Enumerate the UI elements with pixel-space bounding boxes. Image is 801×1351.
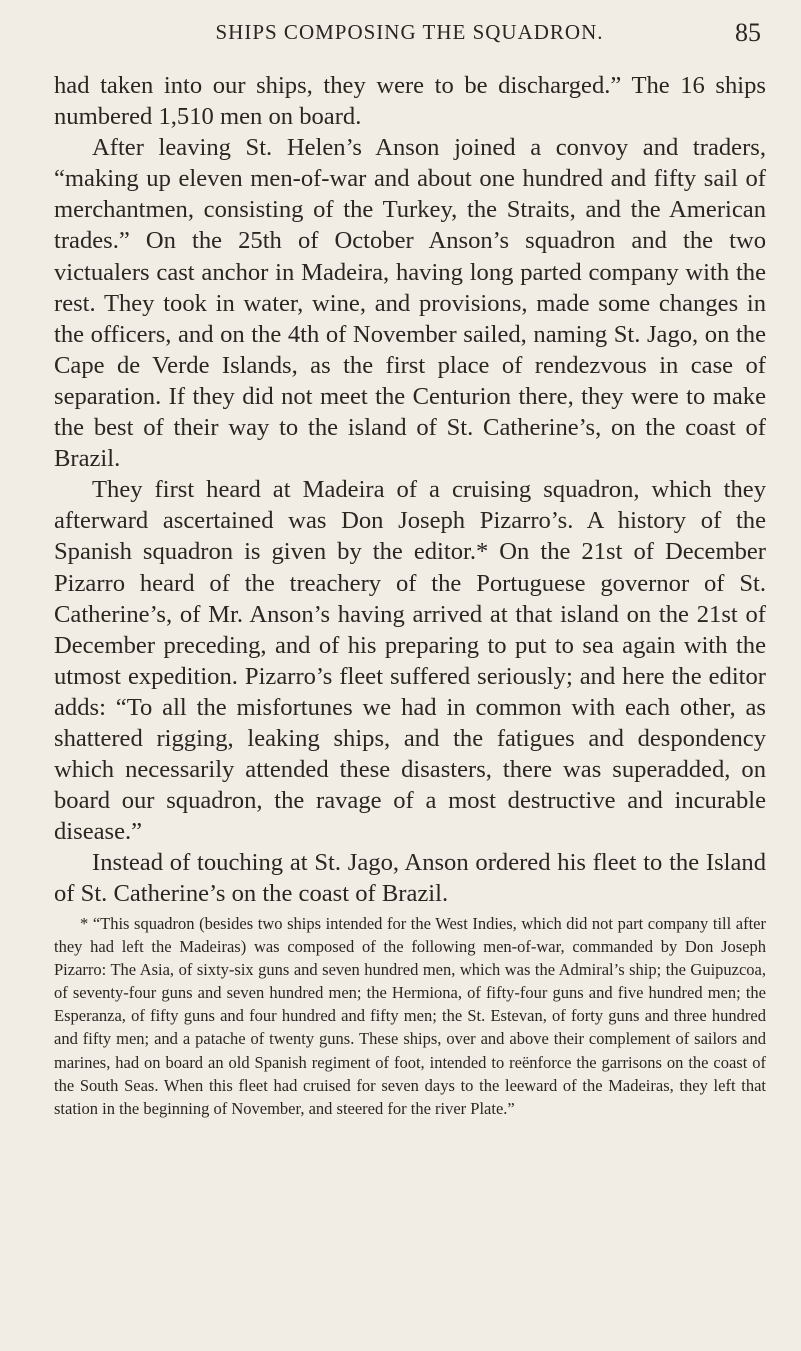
running-head xyxy=(54,18,765,48)
running-title: SHIPS COMPOSING THE SQUADRON. xyxy=(215,20,604,44)
paragraph-st-catherines: Instead of touching at St. Jago, Anson ordered his fleet to the Island of St. Catherine’s on the coast of Brazil. xyxy=(54,849,766,908)
page-number: 85 xyxy=(735,18,761,47)
paragraph-continuation: had taken into our ships, they were to be discharged.” The 16 ships numbered 1,510 men on board. xyxy=(54,72,766,131)
body-text xyxy=(54,70,766,910)
paragraph-anson-convoy: After leaving St. Helen’s Anson joined a convoy and traders, “making up eleven men-of-war and about one hundred and fifty sail of merchantmen, consisting of the Turkey, the Straits, and the American trades.” On the 25th of October Anson’s squadron and the two victualers cast anchor in Madeira, having long parted company with the rest. They took in water, wine, and provisions, made some changes in the officers, and on the 4th of November sailed, naming St. Jago, on the Cape de Verde Islands, as the first place of rendezvous in case of separation. If they did not meet the Centurion there, they were to make the best of their way to the island of St. Catherine’s, on the coast of Brazil. xyxy=(54,134,766,473)
paragraph-spanish-squadron: They first heard at Madeira of a cruising squadron, which they afterward ascertained was Don Joseph Pizarro’s. A history of the Spanish squadron is given by the editor.* On the 21st of December Pizarro heard of the treachery of the Portuguese governor of St. Catherine’s, of Mr. Anson’s having arrived at that island on the 21st of December preceding, and of his preparing to put to sea again with the utmost expedition. Pizarro’s fleet suffered seriously; and here the editor adds: “To all the misfortunes we had in common with each other, as shattered rigging, leaking ships, and the fatigues and despondency which necessarily attended these disasters, there was superadded, on board our squadron, the ravage of a most destructive and incurable disease.” xyxy=(54,476,766,846)
footnote: * “This squadron (besides two ships intended for the West Indies, which did not part company till after they had left the Madeiras) was composed of the following men-of-war, commanded by Don Joseph Pizarro: The Asia, of sixty-six guns and seven hundred men, which was the Admiral’s ship; the Guipuzcoa, of seventy-four guns and seven hundred men; the Hermiona, of fifty-four guns and five hundred men; the Esperanza, of fifty guns and four hundred and fifty men; the St. Estevan, of forty guns and three hundred and fifty men; and a patache of twenty guns. These ships, over and above their complement of sailors and marines, had on board an old Spanish regiment of foot, intended to reënforce the garrisons on the coast of the South Seas. When this fleet had cruised for seven days to the leeward of the Madeiras, they left that station in the beginning of November, and steered for the river Plate.” xyxy=(54,914,766,1118)
